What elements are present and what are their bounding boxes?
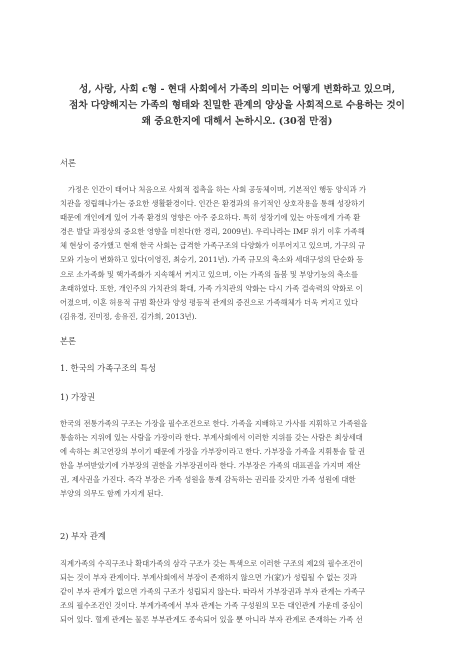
paragraph-line: 모와 기능이 변화하고 있다(이영진, 최승기, 2011년). 가족 규모의 축소와 세대구성의 단순화 등 (60, 255, 364, 265)
father-son-paragraph (60, 557, 416, 627)
paragraph-line: 조의 필수조건인 것이다. 부계가족에서 부자 관계는 가족 구성원의 모든 대인관계 가운데 중심이 (60, 601, 363, 611)
paragraph-line: 부양의 의무도 함께 가지게 된다. (60, 489, 164, 499)
paragraph-line: 한을 부여받았기에 가부장의 권한을 가부장권이라 한다. 가부장은 가족의 대표권을 가지며 재산 (60, 461, 361, 471)
intro-heading: 서론 (60, 158, 77, 168)
paragraph-line: 한국의 전통가족의 구조는 가장을 필수조건으로 한다. 가족을 지배하고 가사를 지휘하고 가족원을 (60, 419, 368, 428)
essay-title (22, 82, 452, 130)
paragraph-line: 치관을 정립해나가는 중요한 생활환경이다. 인간은 환경과의 유기적인 상호작용을 통해 성장하기 (60, 199, 366, 209)
section-heading: 1. 한국의 가족구조의 특성 (60, 363, 156, 373)
paragraph-line: 되어 있다. 혈계 관계는 물론 부부관계도 종속되어 있을 뿐 아니라 부자 관계로 존재하는 가족 선 (60, 615, 363, 625)
subsection-heading: 2) 부자 관계 (60, 531, 106, 541)
title-line: 성, 사랑, 사회 c형 - 현대 사회에서 가족의 의미는 어떻게 변화하고 있으며, (78, 84, 396, 95)
paragraph-line: 같이 부자 관계가 없으면 가족의 구조가 성립되지 않는다. 따라서 가부장권과 부자 관계는 가족구 (60, 587, 366, 597)
intro-paragraph (60, 183, 416, 324)
subsection-heading: 1) 가장권 (60, 392, 96, 402)
authority-paragraph (60, 417, 416, 502)
paragraph-line: 직계가족의 수직구조나 확대가족의 삼각 구조가 갖는 특색으로 이러한 구조의 제2의 필수조건이 (60, 559, 363, 568)
paragraph-line: 경은 발달 과정상의 중요한 영향을 미친다(한 경리, 2009년). 우리나라는 IMF 위기 이후 가족해 (60, 227, 365, 237)
paragraph-line: 때문에 개인에게 있어 가족 환경의 영향은 아주 중요하다. 특히 성장기에 있는 아동에게 가족 환 (60, 213, 361, 223)
title-line: 왜 중요한지에 대해서 논하시오. (30점 만점) (141, 116, 333, 127)
paragraph-line: 초래하였다. 또한, 개인주의 가치관의 확대, 가족 가치관의 약화는 다시 가족 결속력의 약화로 이 (60, 283, 363, 293)
paragraph-line: 가정은 인간이 태어나 처음으로 사회적 접촉을 하는 사회 공동체이며, 기본적인 행동 양식과 가 (68, 185, 367, 194)
paragraph-line: 에 속하는 최고연장의 부이기 때문에 가장을 가부장이라고 한다. 가부장을 가족을 지휘통솔 할 권 (60, 447, 366, 457)
paragraph-line: 체 현상이 증가했고 현재 한국 사회는 급격한 가족구조의 다양화가 이루어지고 있으며, 가구의 규 (60, 241, 366, 251)
paragraph-line: 통솔하는 지위에 있는 사람을 가장이라 한다. 부계사회에서 이러한 지위를 갖는 사람은 최상세대 (60, 433, 363, 443)
title-line: 점차 다양해지는 가족의 형태와 친밀한 관계의 양상을 사회적으로 수용하는 것이 (69, 100, 405, 111)
paragraph-line: 되는 것이 부자 관계이다. 부계사회에서 부장이 존재하지 않으면 가(家)가 성립될 수 없는 것과 (60, 573, 357, 583)
paragraph-line: (김유경, 진미정, 송유진, 김가희, 2013년). (60, 311, 197, 321)
body-heading: 본론 (60, 336, 77, 346)
paragraph-line: 권, 제사권을 가진다. 즉각 부장은 가족 성원을 통제 감독하는 권리를 갖지만 가족 성원에 대한 (60, 475, 356, 485)
paragraph-line: 으로 소가족화 및 핵가족화가 지속해서 커지고 있으며, 이는 가족의 돌봄 및 부양기능의 축소를 (60, 269, 359, 279)
paragraph-line: 어졌으며, 이혼 허용적 규범 확산과 양성 평등적 관계의 증진으로 가족해체가 더욱 커지고 있다 (60, 297, 359, 307)
